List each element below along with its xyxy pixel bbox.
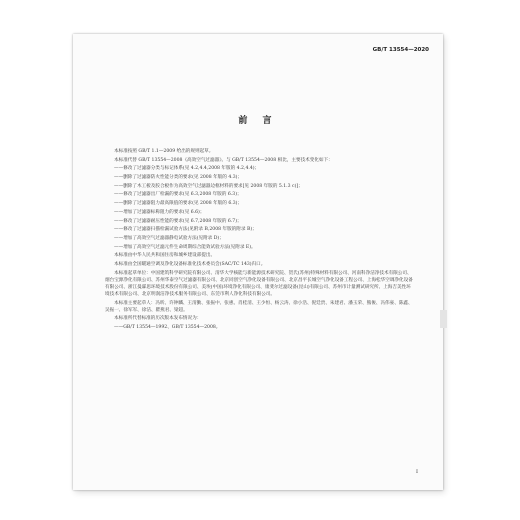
list-item: ——修改了过滤器分类与标记体系(见 4.2,4.4,2008 年版的 4.2,4.4)； (114, 166, 260, 172)
list-item: ——增加了高效空气过滤器静电试验方法(见附录 D)； (114, 235, 224, 241)
list-item: ——修改了过滤器出厂检漏的要求(见 6.3,2008 年版的 6.3)； (114, 192, 242, 198)
list-item: ——删除了木工板及胶合板作为高效空气过滤器边框材料的要求[见 2008 年版的 5.1.3 c)]； (114, 183, 303, 189)
foreword-body (105, 148, 413, 333)
list-item: ——GB/T 13554—1992、GB/T 13554—2008。 (114, 325, 221, 331)
document-page (73, 34, 443, 490)
list-item: ——删除了过滤器阻力最高限值的要求(见 2008 年版的 6.3)； (114, 201, 243, 207)
list-item: ——修改了过滤器扫描检漏试验方法(见附录 B,2008 年版的附录 B)； (114, 227, 257, 233)
list-item: ——增加了过滤器标称阻力的要求(见 6.6)； (114, 209, 205, 215)
paragraph: 本标准按照 GB/T 1.1—2009 给出的规则起草。 (114, 149, 214, 154)
page-title: 前 言 (238, 116, 278, 126)
scan-artifact (440, 310, 447, 328)
standard-number: GB/T 13554—2020 (372, 47, 429, 53)
paragraph: 本标准由中华人民共和国住房和城乡建设部提出。 (114, 253, 216, 259)
paragraph: 本标准所代替标准的历次版本发布情况为： (114, 316, 202, 322)
page-number: I (416, 469, 418, 475)
list-item: ——删除了过滤器防火性能分类的要求(见 2008 年版的 4.3)； (114, 175, 243, 181)
list-item: ——增加了高效空气过滤元件生命周期综合能效试验方法(见附录 E)。 (114, 244, 256, 250)
paragraph: 本标准由全国暖通空调及净化设备标准化技术委员会(SAC/TC 143)归口。 (114, 261, 266, 267)
paragraph: 本标准代替 GB/T 13554—2008《高效空气过滤器》。与 GB/T 13554—2008 相比，主要技术变化如下： (114, 157, 333, 163)
list-item: ——修改了过滤器耐压性能的要求(见 6.7,2008 年版的 6.7)； (114, 218, 242, 224)
paragraph: 本标准起草单位：中国建筑科学研究院有限公司、清华大学核能与新能源技术研究院、贺氏(苏州)特殊材料有限公司、河南科净洁净技术有限公司、烟台宝源净化有限公司、苏州华泰空气过滤器有限公司、北京同创空气净化设备有限公司、北京昌平长城空气净化设备工程公司、上海松华空调净化设备有限公司、浙江曼霖思环境技术股份有限公司、美埃(中国)环境净化有限公司、康斐尔过滤设备(昆山)有限公司、苏州市计量测试研究所、上海吉美性环境技术有限公司、北京明润洁净技术服务有限公司、东莞市利人净化科技有限公司。 (105, 270, 413, 297)
paragraph: 本标准主要起草人：冯昕、许钟麟、王清勤、张振中、张惠、肖桂清、王少恒、杨云涛、徐小浩、倪廷贵、朱建君、潘玉荣、熊俊、冯伟豪、陈鑫、吴振一、徐军军、徐洁、瞿燕君、梁超。 (105, 300, 413, 313)
